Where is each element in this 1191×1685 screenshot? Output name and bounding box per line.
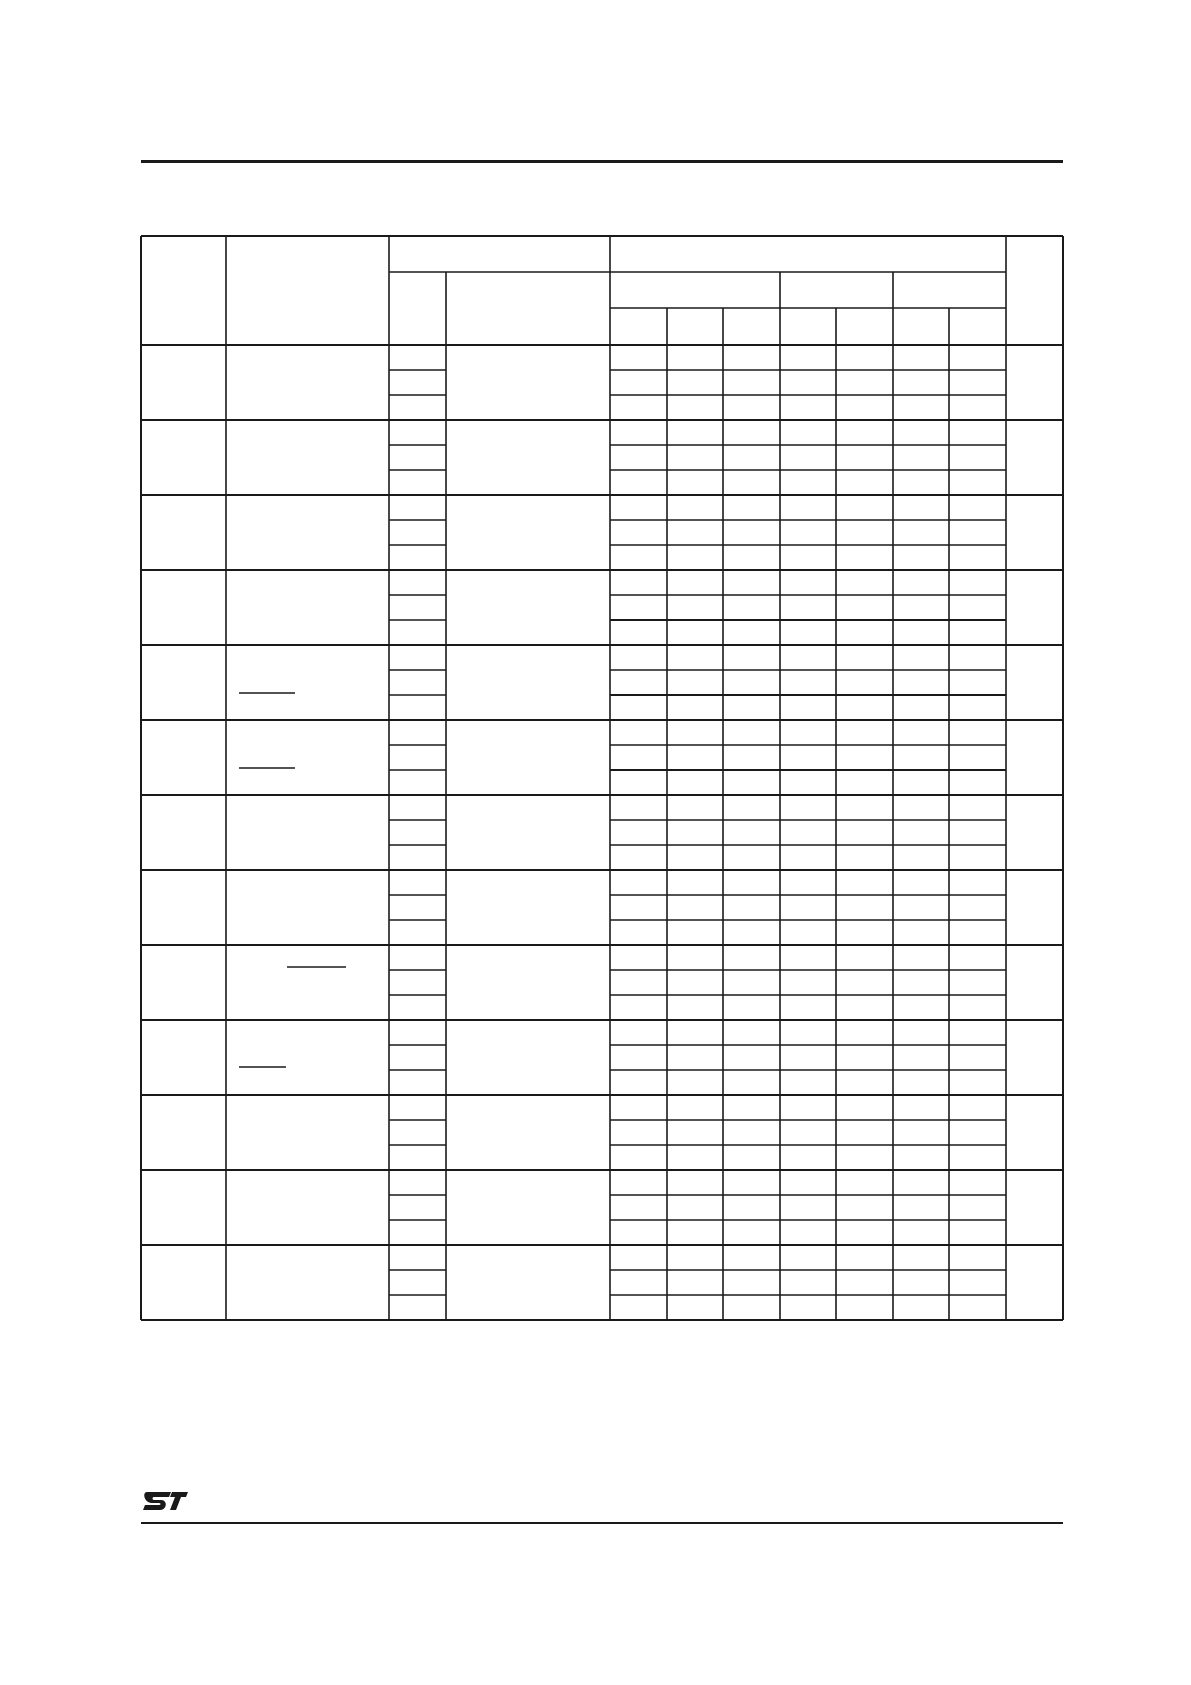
footer-rule	[141, 1522, 1063, 1524]
st-logo-icon	[141, 1488, 189, 1514]
